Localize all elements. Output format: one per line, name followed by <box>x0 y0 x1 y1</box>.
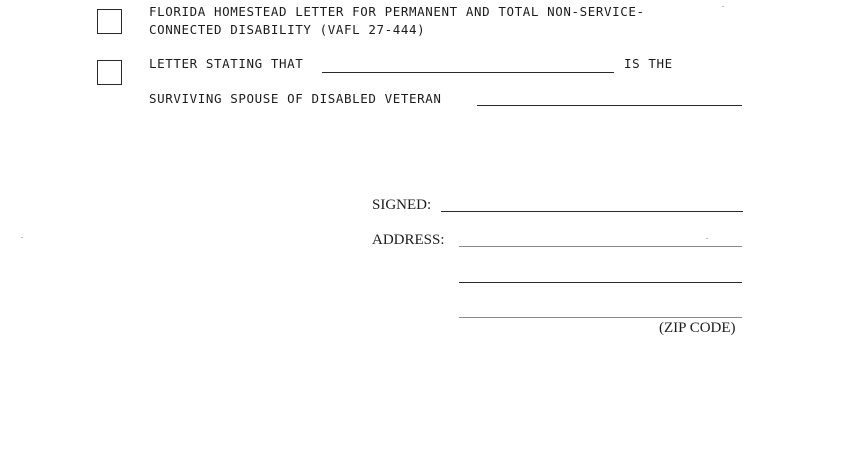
surviving-spouse-letter-checkbox[interactable] <box>97 60 122 85</box>
address-line-2-field[interactable] <box>459 282 742 283</box>
zip-code-label: (ZIP CODE) <box>659 320 736 336</box>
address-label: ADDRESS: <box>372 232 445 248</box>
signed-label: SIGNED: <box>372 197 432 213</box>
address-line-1-field[interactable] <box>459 246 742 247</box>
scan-speck <box>706 238 708 239</box>
spouse-name-field[interactable] <box>322 72 614 73</box>
scan-speck <box>722 6 724 7</box>
option-1-text-line-1: FLORIDA HOMESTEAD LETTER FOR PERMANENT AND TOTAL NON-SERVICE- <box>149 4 645 19</box>
signature-field[interactable] <box>441 211 743 212</box>
scan-speck <box>21 237 23 238</box>
vafl-27-444-checkbox[interactable] <box>97 9 122 34</box>
disabled-veteran-name-field[interactable] <box>477 105 742 106</box>
option-2-text-prefix: LETTER STATING THAT <box>149 56 304 71</box>
address-line-3-field[interactable] <box>459 317 742 318</box>
option-1-text-line-2: CONNECTED DISABILITY (VAFL 27-444) <box>149 22 426 37</box>
option-2-text-line-2: SURVIVING SPOUSE OF DISABLED VETERAN <box>149 91 442 106</box>
option-2-text-suffix: IS THE <box>624 56 673 71</box>
